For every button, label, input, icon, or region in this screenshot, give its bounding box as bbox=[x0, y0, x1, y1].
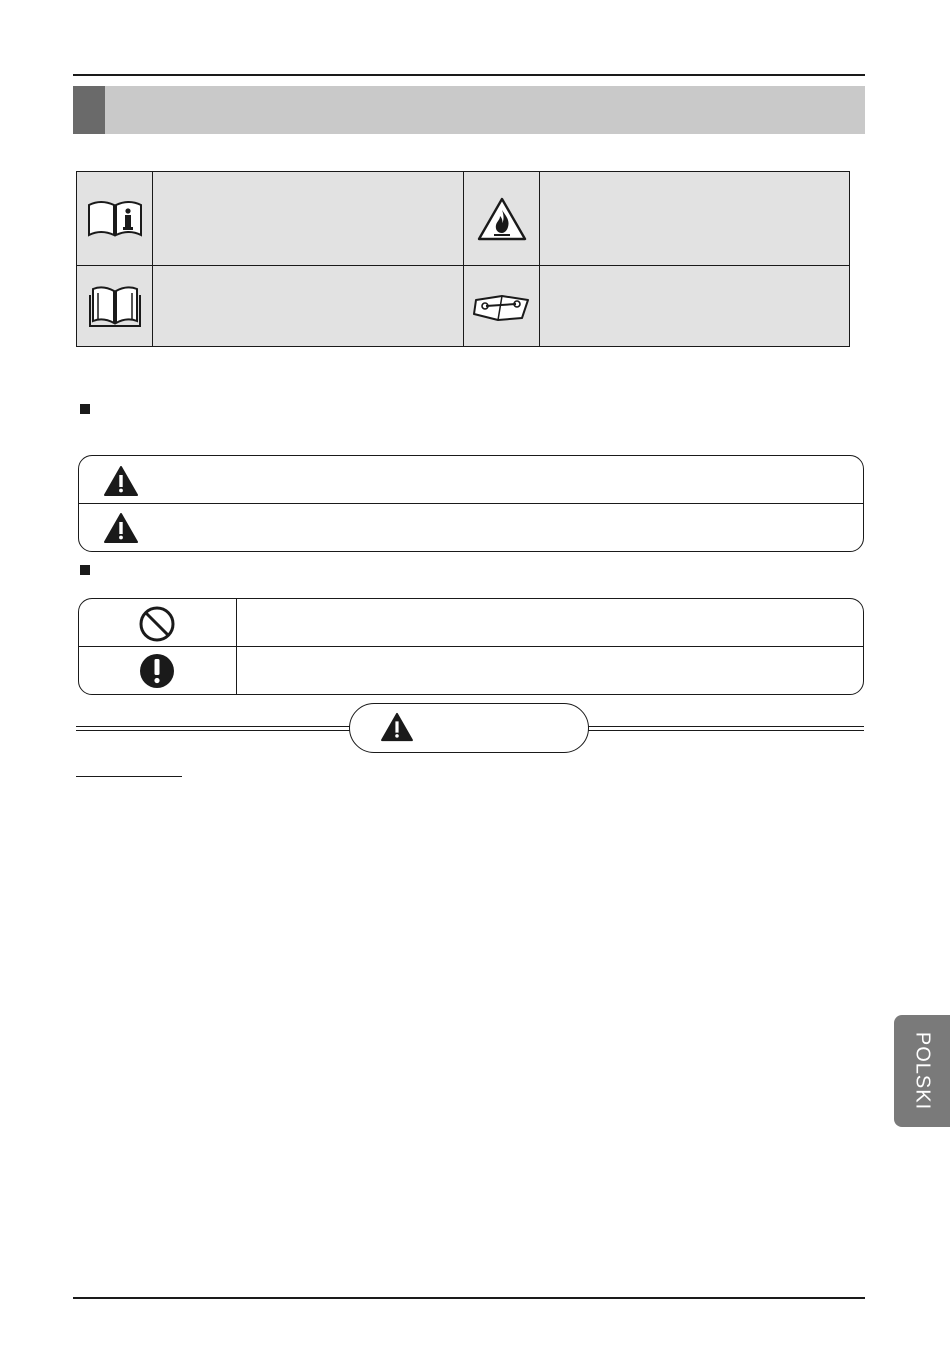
section-bullet bbox=[80, 565, 90, 575]
warning-section-pill bbox=[349, 703, 589, 753]
mandatory-exclamation-icon bbox=[137, 651, 177, 691]
symbol-meaning-box bbox=[78, 598, 864, 695]
warning-levels-box bbox=[78, 455, 864, 552]
symbol-description bbox=[540, 266, 849, 346]
warning-triangle-icon bbox=[380, 712, 414, 747]
open-book-icon bbox=[77, 266, 152, 346]
title-bar-tab bbox=[73, 86, 105, 134]
warning-triangle-icon bbox=[101, 511, 141, 545]
section-bullet bbox=[80, 404, 90, 414]
bottom-rule bbox=[73, 1297, 865, 1299]
symbol-description bbox=[153, 172, 463, 265]
symbols-table bbox=[76, 171, 850, 347]
subheading-underline bbox=[76, 776, 182, 777]
top-rule bbox=[73, 74, 865, 76]
prohibited-icon bbox=[137, 604, 177, 644]
box-divider bbox=[79, 646, 863, 647]
service-manual-icon bbox=[464, 266, 539, 346]
language-tab-label: POLSKI bbox=[911, 1031, 934, 1111]
symbol-description bbox=[153, 266, 463, 346]
language-tab bbox=[894, 1015, 950, 1127]
flammable-warning-icon bbox=[464, 172, 539, 265]
symbol-description bbox=[540, 172, 849, 265]
double-rule-right bbox=[588, 726, 864, 731]
warning-triangle-icon bbox=[101, 464, 141, 498]
manual-info-icon bbox=[77, 172, 152, 265]
box-divider bbox=[79, 503, 863, 504]
section-title-bar bbox=[73, 86, 865, 134]
double-rule-left bbox=[76, 726, 350, 731]
